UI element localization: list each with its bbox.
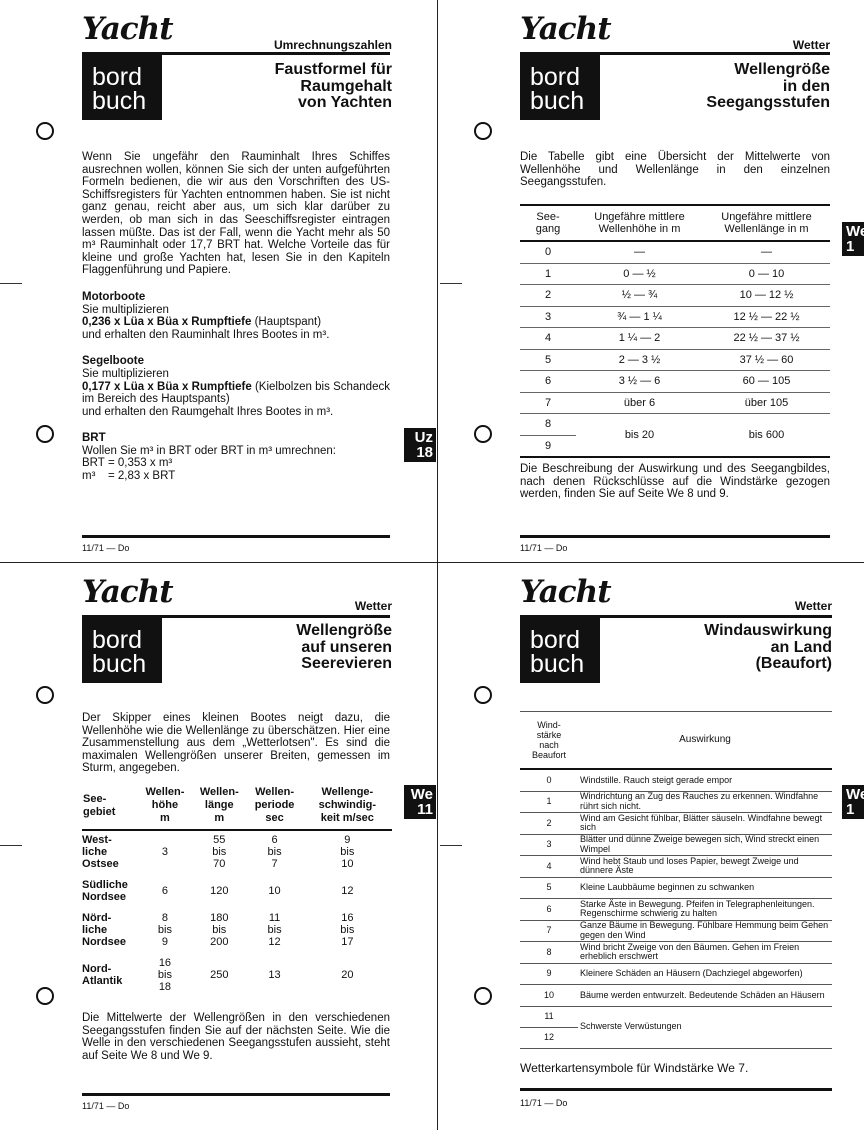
table-cell: 13 [268, 969, 281, 981]
table-cell: — [576, 241, 703, 263]
tab-label: Uz [414, 429, 433, 446]
table-cell: 5 [520, 877, 578, 899]
table-cell: über 105 [703, 392, 830, 414]
cut-mark [0, 283, 22, 284]
card-title [704, 623, 832, 673]
section-heading: BRT [82, 432, 106, 445]
card-category: Wetter [794, 599, 832, 613]
table-cell: 9 [520, 963, 578, 985]
card-category: Wetter [792, 38, 830, 52]
table-cell: 0 [520, 241, 576, 263]
footer-rule [520, 1088, 832, 1091]
table-cell: 6 bis 7 [267, 834, 282, 870]
formula-line [82, 316, 390, 329]
table-cell: 12 ½ — 22 ½ [703, 306, 830, 328]
table-cell: 16 bis 17 [340, 912, 355, 948]
table-row [520, 813, 832, 835]
card-windauswirkung [520, 563, 832, 1130]
table-cell: Bäume werden entwurzelt. Bedeutende Schäden an Häusern [578, 985, 832, 1007]
column-header: Auswirkung [578, 712, 832, 770]
punch-hole [474, 987, 492, 1005]
title-line: Seerevieren [301, 655, 392, 672]
table-cell: bis 20 [624, 429, 655, 441]
table-cell: 8 bis 9 [157, 912, 172, 948]
table-row [520, 392, 830, 414]
body-line: Sie multiplizieren [82, 303, 169, 316]
formula-suffix: (Hauptspant) [251, 316, 322, 329]
table-cell: 11 bis 12 [267, 912, 282, 948]
column-header: See- gang [535, 211, 561, 235]
logo-line: buch [92, 650, 147, 678]
bordbuch-logo [520, 55, 600, 120]
logo-line: bord [530, 626, 581, 654]
table-row [82, 830, 392, 876]
table-cell: Ganze Bäume in Bewegung. Fühlbare Hemmung beim Gehen gegen den Wind [578, 920, 832, 942]
table-row [520, 877, 832, 899]
cut-mark [0, 845, 22, 846]
footer-code: 11/71 — Do [520, 1098, 568, 1108]
formula-suffix: (Kielbolzen bis Schandeck im Bereich des Hauptspants) [82, 380, 390, 406]
table-cell: 3 [161, 846, 168, 858]
table-cell: 9 [544, 439, 552, 452]
seereviere-table [82, 785, 392, 999]
table-row [520, 899, 832, 921]
table-cell: 8 [520, 942, 578, 964]
footer-rule [82, 535, 390, 538]
table-cell: 7 [520, 392, 576, 414]
conversion-row [82, 457, 390, 470]
table-cell: Wind bricht Zweige von den Bäumen. Gehen im Freien erheblich erschwert [578, 942, 832, 964]
brand-logo: Yacht [520, 574, 611, 610]
table-cell: 3 [520, 306, 576, 328]
footer-code: 11/71 — Do [82, 1101, 130, 1111]
table-row [520, 371, 830, 393]
tab-label: We [846, 786, 868, 803]
formula: 0,177 x Lüa x Büa x Rumpftiefe [82, 380, 252, 393]
seegang-table [520, 204, 830, 458]
beaufort-table [520, 711, 832, 1049]
column-header: See- gebiet [82, 785, 138, 830]
card-title [296, 623, 392, 673]
column-header: Ungefähre mittlere Wellenlänge in m [721, 211, 812, 235]
card-category: Umrechnungszahlen [273, 38, 392, 52]
table-cell: Wind hebt Staub und loses Papier, bewegt Zweige und dünnere Äste [578, 856, 832, 878]
table-cell: 3 [520, 834, 578, 856]
punch-hole [36, 987, 54, 1005]
title-line: Wellengröße [296, 622, 392, 639]
table-cell: 6 [520, 899, 578, 921]
table-cell: — [703, 241, 830, 263]
table-cell: 9 bis 10 [340, 834, 355, 870]
table-cell: Kleine Laubbäume beginnen zu schwanken [578, 877, 832, 899]
punch-hole [36, 686, 54, 704]
table-cell: 5 [520, 349, 576, 371]
conversion-unit: m³ [82, 470, 96, 483]
table-cell: bis 600 [748, 429, 785, 441]
table-cell: 250 [210, 969, 229, 981]
body-line: Wollen Sie m³ in BRT oder BRT in m³ umrechnen: [82, 444, 336, 457]
column-header: Wellenge- schwindig- keit m/sec [303, 785, 392, 830]
title-line: Windauswirkung [704, 622, 832, 639]
punch-hole [36, 122, 54, 140]
formula-line [82, 381, 390, 406]
footer-code: 11/71 — Do [82, 543, 130, 553]
tab-number: 1 [846, 801, 855, 818]
card-category: Wetter [354, 599, 392, 613]
table-row [520, 963, 832, 985]
table-cell: Starke Äste in Bewegung. Pfeifen in Telegraphenleitungen. Regenschirme schwierig zu halten [578, 899, 832, 921]
conversion-formula: = 0,353 x m³ [108, 457, 173, 470]
outro-paragraph: Wetterkartensymbole für Windstärke We 7. [520, 1061, 749, 1075]
table-row [520, 985, 832, 1007]
table-cell: 6 [161, 885, 168, 897]
card-wellengroesse-seegang [520, 0, 830, 560]
table-cell: 6 [520, 371, 576, 393]
logo-line: bord [92, 626, 143, 654]
bordbuch-logo [82, 55, 162, 120]
table-cell: Südliche Nordsee [82, 879, 128, 903]
table-cell: West- liche Ostsee [82, 834, 119, 870]
card-body [82, 151, 390, 483]
table-row [520, 263, 830, 285]
table-cell: 4 [520, 856, 578, 878]
table-cell: 0 — ½ [576, 263, 703, 285]
conversion-formula: = 2,83 x BRT [108, 470, 176, 483]
table-cell: Schwerste Verwüstungen [578, 1006, 832, 1048]
punch-hole [474, 686, 492, 704]
table-row [82, 909, 392, 954]
table-cell: 10 [268, 885, 281, 897]
card-divider-vertical [437, 0, 438, 1130]
table-row [520, 856, 832, 878]
column-header: Ungefähre mittlere Wellenhöhe in m [594, 211, 685, 235]
tab-number: 18 [416, 444, 433, 461]
card-title [706, 62, 830, 112]
card-wellengroesse-seereviere [82, 563, 392, 1130]
logo-line: buch [530, 87, 585, 115]
punch-hole [474, 425, 492, 443]
table-cell: 1 [520, 791, 578, 813]
brand-logo: Yacht [82, 11, 173, 47]
table-cell: Wind am Gesicht fühlbar, Blätter säuseln. Windfahne bewegt sich [578, 813, 832, 835]
title-line: von Yachten [298, 94, 392, 111]
table-cell: Blätter und dünne Zweige bewegen sich, Wind streckt einen Wimpel [578, 834, 832, 856]
table-cell: 55 bis 70 [212, 834, 227, 870]
table-cell: über 6 [576, 392, 703, 414]
conversion-row [82, 470, 390, 483]
logo-line: buch [530, 650, 585, 678]
title-line: Wellengröße [734, 61, 830, 78]
intro-paragraph: Der Skipper eines kleinen Bootes neigt dazu, die Wellenhöhe wie die Wellenlänge zu überschätzen. Hier eine Zusammenstellung aus dem „Wetterlotsen". Es sind die maximalen Wellengrößen unserer Breiten, gemessen im Sturm, angegeben. [82, 712, 390, 775]
table-cell: 16 bis 18 [157, 957, 172, 993]
outro-paragraph: Die Mittelwerte der Wellengrößen in den verschiedenen Seegangsstufen finden Sie auf der nächsten Seite. Wie die Welle in den verschiedenen Seegangsstufen aussieht, steht auf Seite We 8 und We 9. [82, 1012, 390, 1062]
table-row [520, 834, 832, 856]
card-title [275, 62, 392, 112]
cut-mark [440, 845, 462, 846]
table-end-rule [520, 457, 830, 458]
intro-paragraph: Die Tabelle gibt eine Übersicht der Mittelwerte von Wellenhöhe und Wellenlänge in den einzelnen Seegangsstufen. [520, 151, 830, 189]
tab-number: 1 [846, 238, 855, 255]
logo-line: buch [92, 87, 147, 115]
table-cell: 1 [520, 263, 576, 285]
body-line: Sie multiplizieren [82, 367, 169, 380]
table-row [520, 349, 830, 371]
table-cell: 3 ½ — 6 [576, 371, 703, 393]
table-cell: 11 [520, 1006, 578, 1027]
conversion-unit: BRT [82, 457, 105, 470]
table-cell: 10 [520, 985, 578, 1007]
title-line: an Land [770, 638, 832, 656]
table-cell: 37 ½ — 60 [703, 349, 830, 371]
table-header [520, 712, 832, 770]
table-cell: 20 [341, 969, 354, 981]
table-row [520, 769, 832, 791]
table-cell: 2 [520, 813, 578, 835]
table-row [520, 285, 830, 307]
table-cell: 22 ½ — 37 ½ [703, 328, 830, 350]
table-row [520, 920, 832, 942]
column-header: Wellen- periode sec [246, 785, 302, 830]
table-row [520, 328, 830, 350]
table-cell: 1 ¼ — 2 [576, 328, 703, 350]
register-tab[interactable] [842, 222, 868, 256]
table-row [82, 876, 392, 909]
bordbuch-logo [82, 618, 162, 683]
column-header: Wind- stärke nach Beaufort [520, 712, 578, 770]
table-row [82, 954, 392, 999]
table-cell: Kleinere Schäden an Häusern (Dachziegel abgeworfen) [578, 963, 832, 985]
table-row [520, 414, 830, 436]
outro-paragraph: Die Beschreibung der Auswirkung und des Seegangbildes, nach denen Rückschlüsse auf die Windstärke gezogen werden, finden Sie auf Seite We 8 und 9. [520, 463, 830, 501]
punch-hole [474, 122, 492, 140]
title-line: Seegangsstufen [706, 94, 830, 111]
table-cell: Nörd- liche Nordsee [82, 912, 127, 948]
logo-line: bord [530, 63, 581, 91]
table-header [82, 785, 392, 830]
footer-code: 11/71 — Do [520, 543, 568, 553]
bordbuch-logo [520, 618, 600, 683]
register-tab[interactable] [842, 785, 868, 819]
title-line: auf unseren [301, 638, 392, 656]
title-line: Raumgehalt [300, 77, 392, 95]
tab-label: We [410, 786, 433, 803]
table-row [520, 241, 830, 263]
table-cell: 12 [520, 1027, 578, 1048]
table-row [520, 306, 830, 328]
intro-paragraph: Wenn Sie ungefähr den Rauminhalt Ihres Schiffes ausrechnen wollen, können Sie sich der unten aufgeführten Formeln bedienen, die wir aus den Vorschriften des US-Schiffsregisters für Yachten entnommen haben. Sie ist nicht ganz genau, reicht aber aus, um sich klar darüber zu werden, ob man sich in das Seeschiffsregister eintragen lassen müßte. Das ist der Fall, wenn die Yacht mehr als 50 m³ Rauminhalt oder 17,7 BRT hat. Welche Vorteile das für kleine und große Yachten hat, lesen Sie in den Kapiteln Flaggenführung und Papiere. [82, 151, 390, 277]
footer-rule [520, 535, 830, 538]
formula: 0,236 x Lüa x Büa x Rumpftiefe [82, 316, 252, 329]
body-line: und erhalten den Raumgehalt Ihres Bootes in m³. [82, 405, 334, 418]
column-header: Wellen- länge m [192, 785, 246, 830]
table-cell: 2 [520, 285, 576, 307]
brand-logo: Yacht [520, 11, 611, 47]
table-cell: 120 [210, 885, 229, 897]
section-heading: Motorboote [82, 290, 146, 303]
table-cell: Windrichtung an Zug des Rauches zu erkennen. Windfahne rührt sich nicht. [578, 791, 832, 813]
table-cell: ½ — ¾ [576, 285, 703, 307]
table-cell: 180 bis 200 [210, 912, 229, 948]
footer-rule [82, 1093, 390, 1096]
table-cell: 10 — 12 ½ [703, 285, 830, 307]
table-cell: 8 [520, 414, 576, 436]
section-heading: Segelboote [82, 355, 144, 368]
table-cell: Windstille. Rauch steigt gerade empor [578, 769, 832, 791]
title-line: (Beaufort) [755, 655, 832, 672]
table-row [520, 791, 832, 813]
table-cell: 12 [341, 885, 354, 897]
cut-mark [440, 283, 462, 284]
table-header [520, 205, 830, 241]
body-line: und erhalten den Rauminhalt Ihres Bootes in m³. [82, 328, 330, 341]
table-cell: 7 [520, 920, 578, 942]
column-header: Wellen- höhe m [138, 785, 192, 830]
table-row [520, 942, 832, 964]
register-tab[interactable] [404, 428, 436, 462]
title-line: in den [782, 77, 830, 95]
table-cell: Nord- Atlantik [82, 963, 123, 987]
table-cell: 2 — 3 ½ [576, 349, 703, 371]
table-cell: 4 [520, 328, 576, 350]
table-cell [520, 457, 830, 458]
table-cell: 0 [520, 769, 578, 791]
card-uz18 [82, 0, 392, 560]
tab-label: We [846, 223, 868, 240]
table-cell: 0 — 10 [703, 263, 830, 285]
table-cell: 60 — 105 [703, 371, 830, 393]
table-cell: ¾ — 1 ¼ [576, 306, 703, 328]
punch-hole [36, 425, 54, 443]
tab-number: 11 [417, 801, 433, 818]
title-line: Faustformel für [274, 61, 392, 78]
brand-logo: Yacht [82, 574, 173, 610]
register-tab[interactable] [404, 785, 436, 819]
logo-line: bord [92, 63, 143, 91]
table-row [520, 1006, 832, 1027]
